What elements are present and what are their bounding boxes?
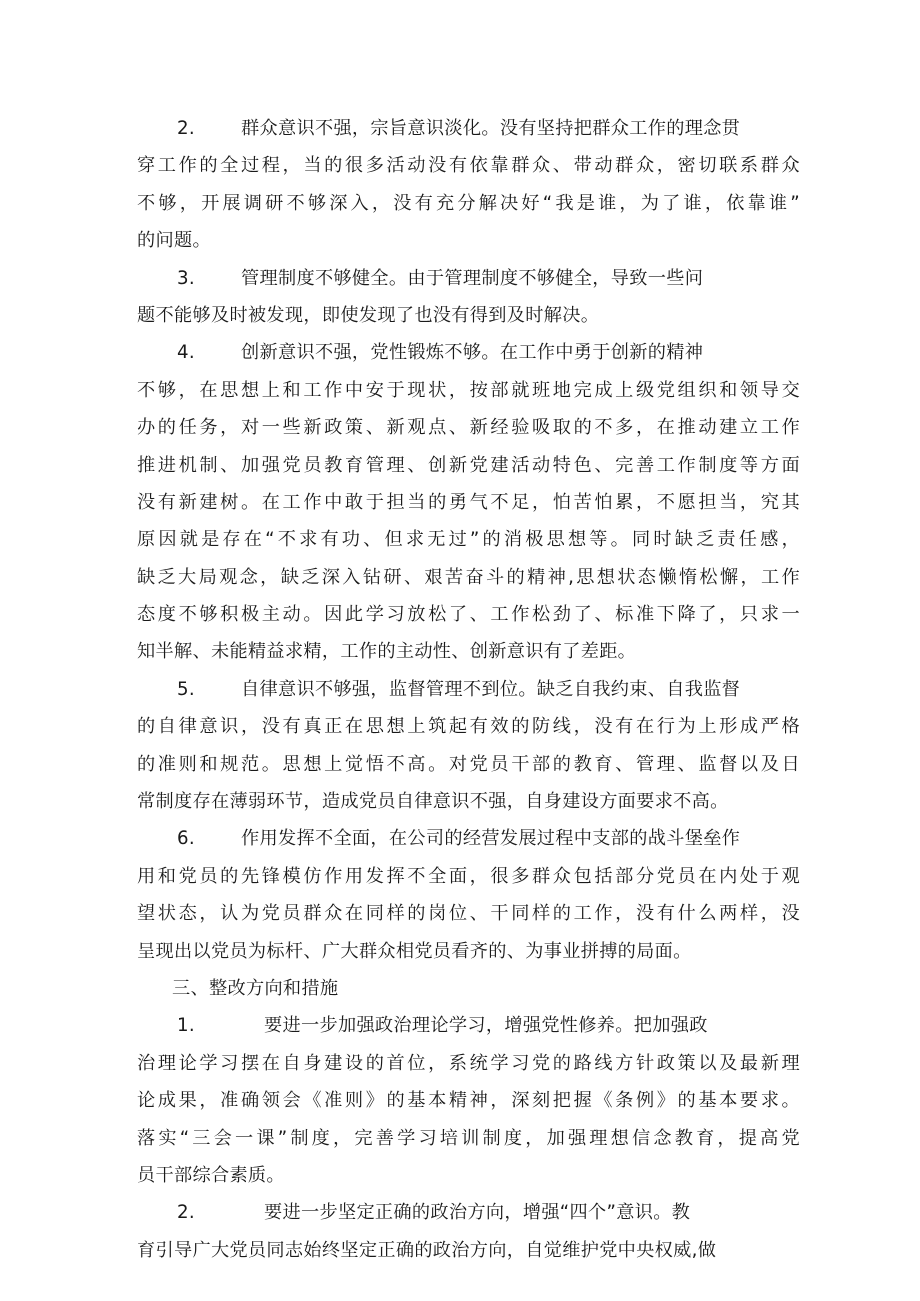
paragraph-line: 穿工作的全过程，当的很多活动没有依靠群众、带动群众，密切联系群众 [137, 155, 800, 177]
line-text: 要进一步坚定正确的政治方向，增强“四个”意识。教 [264, 1202, 691, 1224]
paragraph-line: 原因就是存在“不求有功、但求无过”的消极思想等。同时缺乏责任感， [137, 529, 800, 551]
paragraph-line [137, 1007, 800, 1044]
item-number: 2. [177, 118, 195, 139]
paragraph-line: 不够，开展调研不够深入，没有充分解决好“我是谁，为了谁，依靠谁” [137, 192, 800, 214]
paragraph-line: 用和党员的先锋模仿作用发挥不全面，很多群众包括部分党员在内处于观 [137, 865, 800, 887]
paragraph-line: 的自律意识，没有真正在思想上筑起有效的防线，没有在行为上形成严格 [137, 716, 800, 738]
paragraph-line [137, 260, 800, 297]
paragraph-line: 常制度存在薄弱环节，造成党员自律意识不强，自身建设方面要求不高。 [137, 791, 729, 813]
paragraph-line: 没有新建树。在工作中敢于担当的勇气不足，怕苦怕累，不愿担当，究其 [137, 491, 800, 513]
item-number: 5. [177, 678, 195, 700]
item-number: 4. [177, 342, 195, 364]
paragraph-line: 呈现出以党员为标杆、广大群众相党员看齐的、为事业拼搏的局面。 [137, 940, 692, 962]
line-text: 管理制度不够健全。由于管理制度不够健全，导致一些问 [241, 267, 704, 289]
paragraph-line: 员干部综合素质。 [137, 1164, 285, 1186]
line-text: 作用发挥不全面，在公司的经营发展过程中支部的战斗堡垒作 [241, 828, 741, 850]
paragraph-line: 望状态，认为党员群众在同样的岗位、干同样的工作，没有什么两样，没 [137, 903, 800, 925]
line-text: 群众意识不强，宗旨意识淡化。没有坚持把群众工作的理念贯 [241, 118, 741, 139]
paragraph-line: 知半解、未能精益求精，工作的主动性、创新意识有了差距。 [137, 641, 637, 663]
paragraph-line: 育引导广大党员同志始终坚定正确的政治方向，自觉维护党中央权威,做 [137, 1239, 717, 1261]
item-number: 1. [177, 1015, 195, 1037]
paragraph-line [137, 820, 800, 857]
paragraph-line [137, 110, 800, 147]
paragraph-line: 的准则和规范。思想上觉悟不高。对党员干部的教育、管理、监督以及日 [137, 753, 800, 775]
paragraph-line: 题不能够及时被发现，即使发现了也没有得到及时解决。 [137, 304, 600, 326]
paragraph-line [137, 1194, 800, 1231]
item-number: 3. [177, 267, 195, 289]
item-number: 2. [177, 1202, 195, 1224]
paragraph-line: 缺乏大局观念，缺乏深入钻研、艰苦奋斗的精神,思想状态懒惰松懈，工作 [137, 566, 800, 588]
paragraph-line: 推进机制、加强党员教育管理、创新党建活动特色、完善工作制度等方面 [137, 454, 800, 476]
paragraph-line [137, 334, 800, 371]
paragraph-line: 治理论学习摆在自身建设的首位，系统学习党的路线方针政策以及最新理 [137, 1052, 800, 1074]
line-text: 要进一步加强政治理论学习，增强党性修养。把加强政 [264, 1015, 708, 1037]
paragraph-line: 不够，在思想上和工作中安于现状，按部就班地完成上级党组织和领导交 [137, 379, 800, 401]
paragraph-line: 论成果，准确领会《准则》的基本精神，深刻把握《条例》的基本要求。 [137, 1090, 800, 1112]
paragraph-line [137, 671, 800, 708]
item-number: 6. [177, 828, 195, 850]
paragraph-line: 落实“三会一课”制度，完善学习培训制度，加强理想信念教育，提高党 [137, 1127, 800, 1149]
line-text: 自律意识不够强，监督管理不到位。缺乏自我约束、自我监督 [241, 678, 741, 700]
paragraph-line: 的问题。 [137, 230, 211, 252]
line-text: 创新意识不强，党性锻炼不够。在工作中勇于创新的精神 [241, 342, 704, 364]
paragraph-line: 态度不够积极主动。因此学习放松了、工作松劲了、标准下降了，只求一 [137, 604, 800, 626]
section-heading: 三、整改方向和措施 [172, 977, 339, 999]
paragraph-line: 办的任务，对一些新政策、新观点、新经验吸取的不多，在推动建立工作 [137, 417, 800, 439]
